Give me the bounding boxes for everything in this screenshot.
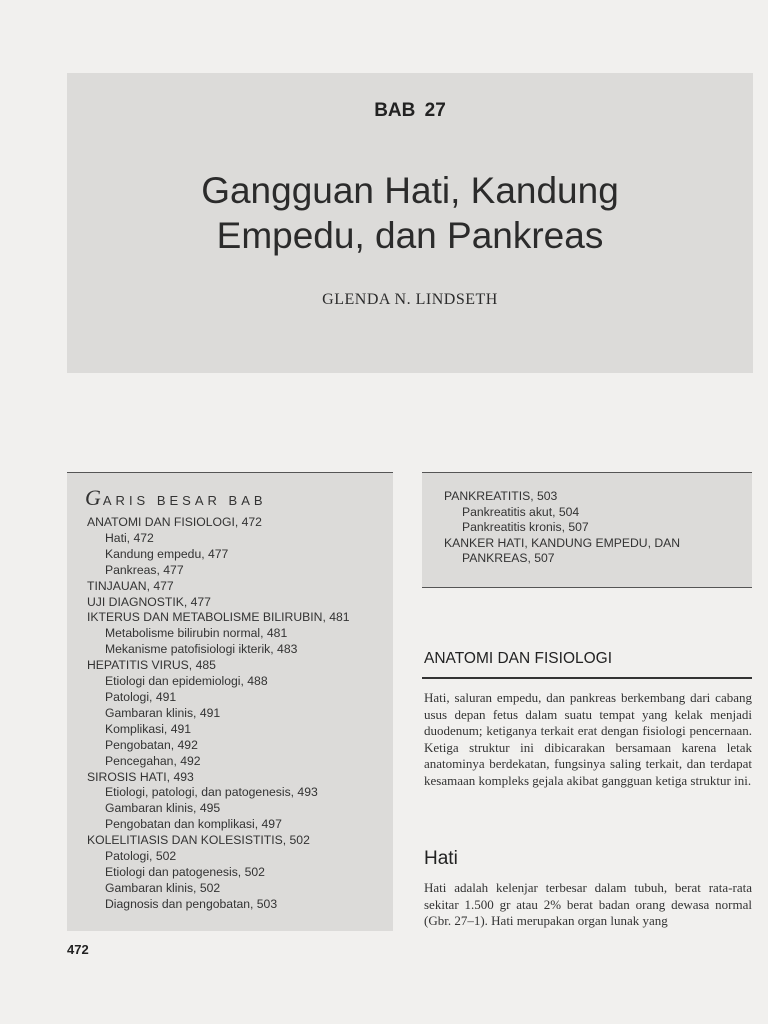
chapter-header <box>67 73 753 373</box>
outline-item: Pankreatitis kronis, 507 <box>462 520 589 535</box>
outline-item: Kandung empedu, 477 <box>105 546 229 561</box>
outline-item: KOLELITIASIS DAN KOLESISTITIS, 502 <box>87 833 310 848</box>
chapter-outline-box <box>67 472 393 931</box>
outline-item: Gambaran klinis, 502 <box>105 880 221 895</box>
outline-item: Mekanisme patofisiologi ikterik, 483 <box>105 642 298 657</box>
chapter-title-line-2: Empedu, dan Pankreas <box>216 215 604 256</box>
outline-list <box>87 515 387 913</box>
outline-item: Etiologi dan epidemiologi, 488 <box>105 674 268 689</box>
outline-heading-text: ARIS BESAR BAB <box>102 493 267 508</box>
page-number: 472 <box>67 942 89 957</box>
outline-item: TINJAUAN, 477 <box>87 578 174 593</box>
section-heading: ANATOMI DAN FISIOLOGI <box>424 650 613 667</box>
outline-item: Pankreas, 477 <box>105 562 184 577</box>
outline-item: Etiologi dan patogenesis, 502 <box>105 864 265 879</box>
subsection-paragraph: Hati adalah kelenjar terbesar dalam tubuh, berat rata-rata sekitar 1.500 gr atau 2% berat badan orang dewasa normal (Gbr. 27–1). Hati merupakan organ lunak yang <box>424 880 752 928</box>
outline-item: Komplikasi, 491 <box>105 721 192 736</box>
outline-item: HEPATITIS VIRUS, 485 <box>87 658 216 673</box>
outline-item: Pengobatan, 492 <box>105 737 198 752</box>
chapter-author: GLENDA N. LINDSETH <box>322 291 498 308</box>
chapter-title-line-1: Gangguan Hati, Kandung <box>201 170 619 211</box>
outline-item: PANKREAS, 507 <box>462 551 555 566</box>
outline-item: Hati, 472 <box>105 530 154 545</box>
outline-item: SIROSIS HATI, 493 <box>87 769 194 784</box>
outline-heading <box>85 485 267 511</box>
chapter-outline-continued-box <box>422 472 752 588</box>
chapter-number: BAB 27 <box>374 100 446 121</box>
section-paragraph: Hati, saluran empedu, dan pankreas berkembang dari cabang usus depan fetus dalam suatu tempat yang kelak menjadi duodenum; ketiganya terkait erat dengan fisiologi pencernaan. Ketiga struktur ini dibicarakan bersamaan karena letak anatominya berdekatan, fungsinya saling terkait, dan terdapat kesamaan kompleks gejala akibat gangguan ketiga struktur ini. <box>424 690 752 788</box>
chapter-title <box>67 168 753 258</box>
outline-item: PANKREATITIS, 503 <box>444 489 558 503</box>
outline-item: ANATOMI DAN FISIOLOGI, 472 <box>87 515 262 529</box>
outline-item: Patologi, 502 <box>105 849 177 864</box>
outline-item: Pencegahan, 492 <box>105 753 201 768</box>
subsection-heading: Hati <box>424 848 458 869</box>
outline-heading-initial: G <box>85 485 101 510</box>
outline-item: Gambaran klinis, 495 <box>105 801 221 816</box>
outline-list-continued <box>444 489 746 567</box>
outline-item: IKTERUS DAN METABOLISME BILIRUBIN, 481 <box>87 610 350 625</box>
outline-item: Pengobatan dan komplikasi, 497 <box>105 817 282 832</box>
outline-item: Etiologi, patologi, dan patogenesis, 493 <box>105 785 318 800</box>
outline-item: Patologi, 491 <box>105 689 177 704</box>
outline-item: KANKER HATI, KANDUNG EMPEDU, DAN <box>444 535 681 550</box>
outline-item: UJI DIAGNOSTIK, 477 <box>87 594 211 609</box>
section-divider <box>422 677 752 679</box>
outline-item: Pankreatitis akut, 504 <box>462 504 580 519</box>
outline-item: Metabolisme bilirubin normal, 481 <box>105 626 288 641</box>
outline-item: Gambaran klinis, 491 <box>105 705 221 720</box>
outline-item: Diagnosis dan pengobatan, 503 <box>105 896 278 911</box>
